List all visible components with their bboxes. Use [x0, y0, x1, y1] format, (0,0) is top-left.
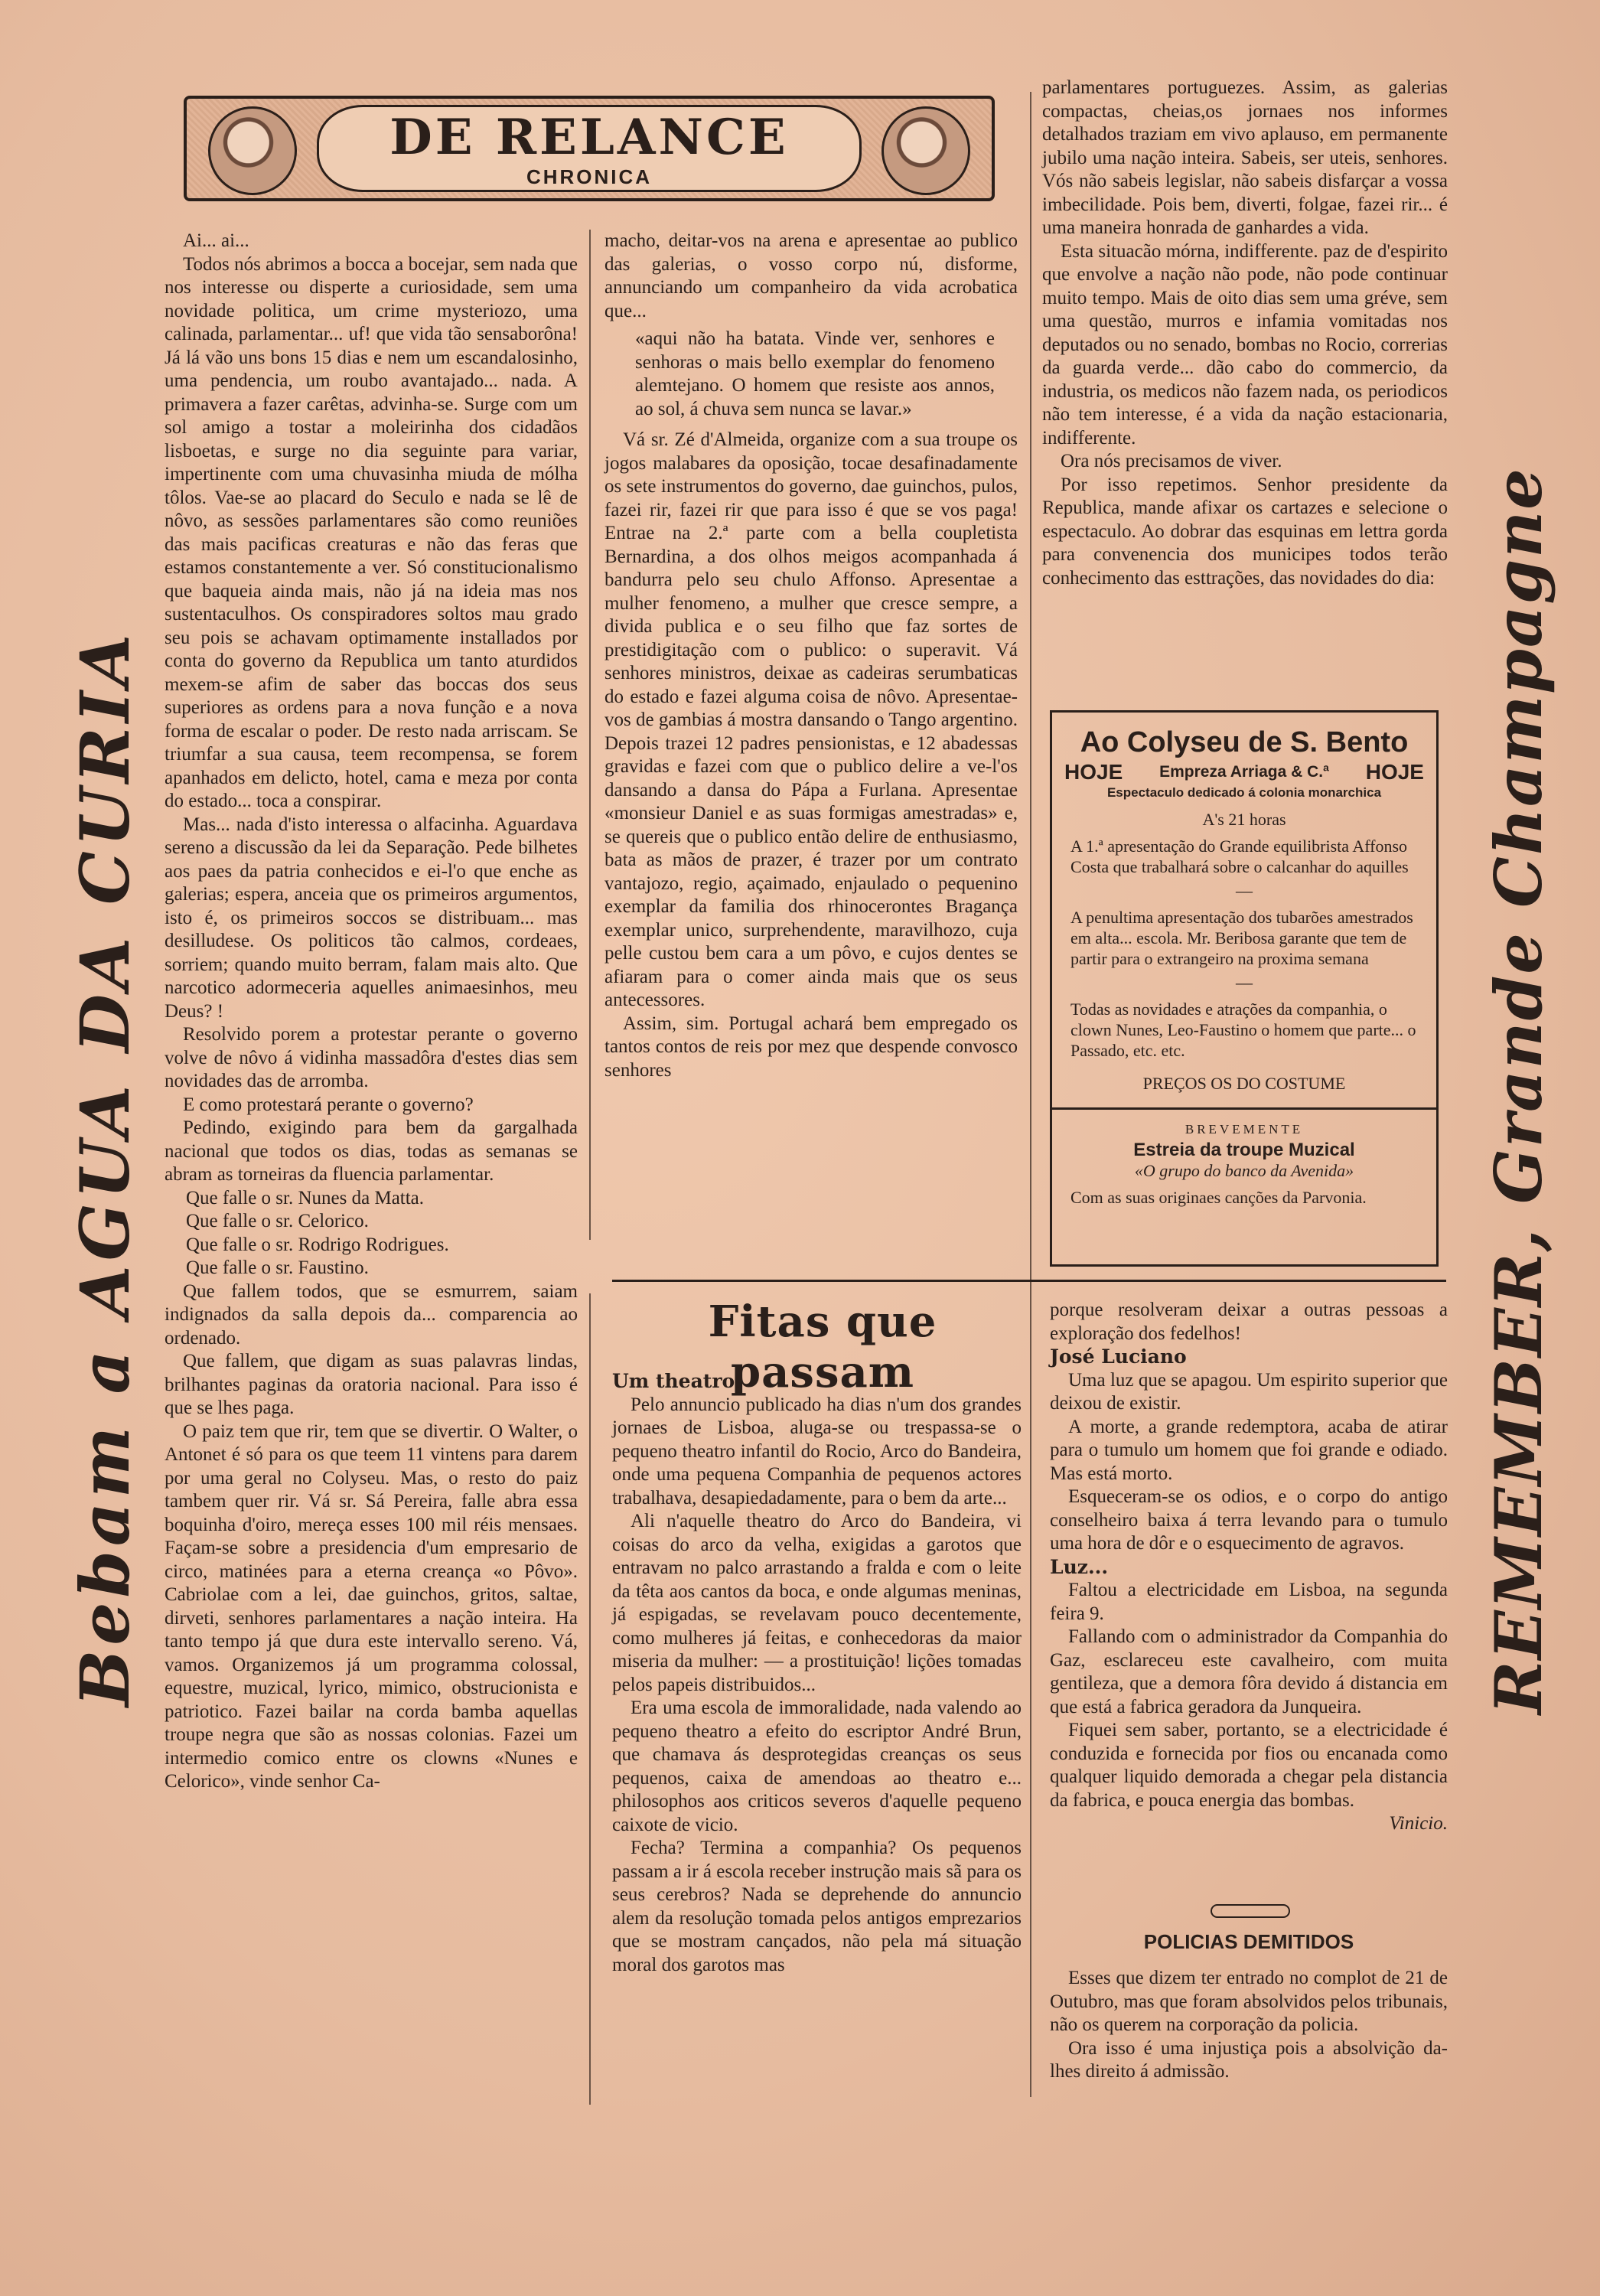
- paragraph: Mas... nada d'isto interessa o alfacinha. Aguardava sereno a discussão da lei da Separação. Pede bilhetes aos paes da patria conhecidos e ei-l'o que enche as galerias; espera, anceia que os primeiros argumentos, isto é, os primeiros soccos se distribuam... mas desilludese. Os politicos tão calmos, cordeaes, sorriem; quando muito berram, falam mais alto. Que narcotico adormeceria aquelles animaesinhos, meu Deus? !: [165, 814, 578, 1022]
- note-heading-jose-luciano: José Luciano: [1050, 1345, 1187, 1368]
- paragraph: Esses que dizem ter entrado no complot de 21 de Outubro, mas que foram absolvidos pelos tribunais, não os querem na corporação da policia.: [1050, 1968, 1448, 2035]
- paragraph: porque resolveram deixar a outras pessoas a exploração dos fedelhos!: [1050, 1300, 1448, 1344]
- paragraph: Que fallem, que digam as suas palavras lindas, brilhantes paginas da oratoria nacional. Para isso é que se lhes paga.: [165, 1351, 578, 1418]
- paragraph: Pedindo, exigindo para bem da gargalhada nacional que todos os dias, todas as semanas se abram as torneiras da fluencia parlamentar.: [165, 1117, 578, 1185]
- paragraph: macho, deitar-vos na arena e apresentae ao publico das galerias, o vosso corpo nú, disforme, annunciando um companheiro da vida acrobatica que...: [604, 230, 1018, 321]
- paragraph: Que fallem todos, que se esmurrem, saiam indignados da salla depois da... comparencia ao ordenado.: [165, 1280, 578, 1349]
- paragraph: Ora isso é uma injustiça pois a absolvição da-lhes direito á admissão.: [1050, 2037, 1448, 2082]
- ad-item-3: Todas as novidades e atrações da companhia, o clown Nunes, Leo-Faustino o homem que parte... o Passado, etc. etc.: [1070, 1000, 1416, 1060]
- column-rule-1: [589, 230, 591, 1240]
- ad-dash: —: [1236, 973, 1253, 992]
- ad-brevemente: BREVEMENTE: [1185, 1122, 1304, 1137]
- paragraph: Fallando com o administrador da Companhia do Gaz, esclareceu este cavalheiro, com muita gentileza, que a demora fôra devido á distancia em que está a fabrica geradora da Junqueira.: [1050, 1626, 1448, 1717]
- paragraph: E como protestará perante o governo?: [183, 1094, 474, 1115]
- portrait-right-icon: [881, 106, 970, 195]
- ad-hoje-left: HOJE: [1064, 760, 1123, 784]
- column-rule-2: [589, 1293, 591, 2105]
- paragraph: Vá sr. Zé d'Almeida, organize com a sua troupe os jogos malabares da oposição, tocae desafinadamente os sete instrumentos do governo, dae guinchos, pulos, fazei rir, fazei rir que para isso é que se vos paga! Entrae na 2.ª parte com a bella coupletista Bernardina, a dos olhos meigos acompanhada á bandurra pelo seu chulo Affonso. Apresentae a mulher fenomeno, a mulher que cresce sempre, a divida publica e o seu filho que faz sortes de prestidigitação com o publico: o superavit. Vá senhores ministros, deixae as cadeiras serumbaticas do estado e fazei alguma coisa de nôvo. Apresentae-vos de gambias á mostra dansando o Tango argentino. Depois trazei 12 padres pensionistas, e 12 abadessas gravidas e fazei com que o publico delire a ve-l'os dansando a dansa do Pápa a Furlana. Apresentae «monsieur Daniel e as suas formigas amestradas» e, se quereis que o publico então delire de enthusiasmo, bata as mãos de prazer, é trazer por um contrato vantajozo, regio, açaimado, enjaulado o pequenino exemplar da familia dos rhinocerontes Bragança exemplar unico, surprehendente, maravilhozo, cuja pelle custou bem cara a um pôvo, e cujos dentes se afiaram para o comer ainda mais que os seus antecessores.: [604, 429, 1018, 1010]
- ad-header-row: [1052, 762, 1436, 782]
- banner-title: DE RELANCE: [389, 109, 789, 166]
- paragraph: Por isso repetimos. Senhor presidente da Republica, mande afixar os cartazes e selecione o espectaculo. Ao dobrar das esquinas em lettra gorda para convenencia dos municipes todos terão conhecimento das esttrações, das novidades do dia:: [1042, 474, 1448, 589]
- quotation: «aqui não ha batata. Vinde ver, senhores e senhoras o mais bello exemplar do fenomeno alemtejano. O homem que resiste aos annos, ao sol, á chuva sem nunca se lavar.»: [635, 328, 995, 419]
- paragraph: Esqueceram-se os odios, e o corpo do antigo conselheiro baixa á terra levando para o tumulo uma hora de dôr e o esquecimento de agravos.: [1050, 1486, 1448, 1554]
- paragraph: Fiquei sem saber, portanto, se a electricidade é conduzida e fornecida por fios ou encanada como qualquer liquido demorada a chegar pela distancia da fabrica, e pouca energia das bombas.: [1050, 1720, 1448, 1811]
- paragraph: Assim, sim. Portugal achará bem empregado os tantos contos de reis por mez que despende convosco senhores: [604, 1013, 1018, 1081]
- chronica-column-3: [1042, 77, 1448, 590]
- ad-item-1: A 1.ª apresentação do Grande equilibrista Affonso Costa que trabalhará sobre o calcanhar do aquilles: [1070, 837, 1409, 876]
- speaker-list: Que falle o sr. Nunes da Matta. Que falle o sr. Celorico. Que falle o sr. Rodrigo Rodrigues. Que falle o sr. Faustino.: [186, 1187, 449, 1278]
- fitas-subheading: Um theatro: [612, 1370, 735, 1392]
- paragraph: Ai... ai...: [183, 230, 249, 251]
- column-rule-3: [1030, 92, 1031, 2097]
- chronica-banner: [184, 96, 995, 201]
- paragraph: Resolvido porem a protestar perante o governo volve de nôvo á vidinha massadôra d'estes dias sem novidades das de arromba.: [165, 1024, 578, 1091]
- ad-title: Ao Colyseu de S. Bento: [1080, 726, 1409, 758]
- paragraph: Ali n'aquelle theatro do Arco do Bandeira, vi coisas do arco da velha, exigidas a garotos que entravam no palco arrastando a fralda e com o leite da têta aos cantos da boca, e onde algumas meninas, já espigadas, se revelavam pouco decentemente, como mulheres já feitas, e conhecedoras da maior miseria da mulher: — a prostituição! lições tomadas pelos papeis distribuidos...: [612, 1511, 1022, 1695]
- policias-heading: POLICIAS DEMITIDOS: [1143, 1930, 1354, 1953]
- ad-empresa: Empreza Arriaga & C.ª: [1159, 763, 1329, 781]
- notes-column: [1050, 1299, 1448, 1836]
- section-divider: [612, 1280, 1446, 1282]
- ad-cancoes: Com as suas originaes canções da Parvonia.: [1070, 1188, 1367, 1207]
- ad-item-2: A penultima apresentação dos tubarões amestrados em alta... escola. Mr. Beribosa garante que tem de partir para o extrangeiro na proxima semana: [1070, 908, 1413, 968]
- note-heading-luz: Luz...: [1050, 1555, 1109, 1578]
- colyseu-ad-box: [1050, 710, 1439, 1267]
- policias-column: [1050, 1967, 1448, 2084]
- ad-dash: —: [1236, 881, 1253, 900]
- ad-precos: PREÇOS OS DO COSTUME: [1142, 1074, 1346, 1093]
- paragraph: Todos nós abrimos a bocca a bocejar, sem nada que nos interesse ou disperte a curiosidade, sem uma novidade politica, um crime mysteriozo, uma calinada, parlamentar... uf! que vida tão sensaborôna! Já lá vão uns bons 15 dias e nem um escandalosinho, uma pendencia, um roubo avantajado... nada. A primavera a fazer carêtas, advinha-se. Surge com um sol amigo a tostar a moleirinha dos cidadãos lisboetas, e surge no dia seguinte para variar, impertinente com uma chuvasinha miuda de mólha tôlos. Vae-se ao placard do Seculo e nada se lê de nôvo, as sessões parlamentares são como reuniões das mais pacificas creaturas e não das feras que estamos constantemente a ver. Só constitucionalismo que baqueia ainda mais, não já na ideia mas nos sustentaculhos. Os conspiradores soltos mau grado seu pois se achavam optimamente installados por conta do governo da Republica um tanto aturdidos mexem-se afim de saber das boccas dos seus superiores as ordens para a nova função e a nova forma de escalar o poder. De resto nada arriscam. Se triumfar a sua causa, teem recompensa, se forem apanhados em delicto, hotel, cama e meza por conta do estado... toca a conspirar.: [165, 253, 578, 811]
- paragraph: Faltou a electricidade em Lisboa, na segunda feira 9.: [1050, 1580, 1448, 1624]
- signature: Vinicio.: [1389, 1813, 1448, 1834]
- chronica-column-2: [604, 230, 1018, 1082]
- ad-dedicado: Espectaculo dedicado á colonia monarchica: [1106, 785, 1382, 800]
- ad-hora: A's 21 horas: [1202, 810, 1286, 829]
- ad-divider: [1052, 1107, 1436, 1110]
- paragraph: Fecha? Termina a companhia? Os pequenos passam a ir á escola receber instrução mais sã para os seus cerebros? Nada se deprehende do annuncio alem da resolução tomada pelos antigos emprezarios que se mostram cançados, não pela má situação moral dos garotos mas: [612, 1838, 1022, 1975]
- paragraph: parlamentares portuguezes. Assim, as galerias compactas, cheias,os jornaes nos informes detalhados traziam em vivo aplauso, em permanente jubilo uma nação inteira. Sabeis, ser uteis, senhores. Vós não sabeis legislar, não sabeis disfarçar a vossa imbecilidade. Pois bem, diverti, folgae, fazei rir... é uma maneira honrada de ganhardes a vida.: [1042, 77, 1448, 238]
- paragraph: Ora nós precisamos de viver.: [1061, 451, 1282, 471]
- paragraph: A morte, a grande redemptora, acaba de atirar para o tumulo um homem que foi grande e odiado. Mas está morto.: [1050, 1416, 1448, 1484]
- fitas-heading: Fitas que passam: [708, 1296, 937, 1397]
- side-ad-left: Bebam a AGUA DA CURIA: [65, 629, 145, 1707]
- paragraph: Esta situacão mórna, indifferente. paz de d'espirito que envolve a nação não pode, não pode continuar muito tempo. Mais de oito dias sem uma gréve, sem uma questão, murros e infamia vomitadas nos deputados ou no senado, bombas no Rocio, correrias da guarda verde... dão cabo do commercio, da industria, os medicos não fazem nada, os periodicos não tem interesse, é a vida da nação estacionaria, indifferente.: [1042, 240, 1448, 448]
- ad-grupo: «O grupo do banco da Avenida»: [1134, 1161, 1354, 1180]
- portrait-left-icon: [208, 106, 297, 195]
- chronica-column-1: [165, 230, 578, 1794]
- side-ad-right: REMEMBER, Grande Champagne: [1481, 467, 1556, 1714]
- ad-hoje-right: HOJE: [1365, 760, 1424, 784]
- ornament-icon: [1211, 1904, 1290, 1918]
- paragraph: Era uma escola de immoralidade, nada valendo ao pequeno theatro a efeito do escriptor André Brun, que chamava ás desprotegidas creanças os seus pequenos, caixa de amendoas ao theatro e... philosophos aos criticos severos d'aquelle pequeno caixote de vicio.: [612, 1698, 1022, 1835]
- paragraph: Pelo annuncio publicado ha dias n'um dos grandes jornaes de Lisboa, aluga-se ou trespassa-se o pequeno theatro infantil do Rocio, Arco do Bandeira, onde uma pequena Companhia de pequenos actores trabalhava, desapiedadamente, para o bem da arte...: [612, 1394, 1022, 1508]
- paragraph: Uma luz que se apagou. Um espirito superior que deixou de existir.: [1050, 1369, 1448, 1414]
- banner-plate: [317, 105, 862, 192]
- fitas-column: [612, 1370, 1022, 1977]
- ad-estreia: Estreia da troupe Muzical: [1133, 1140, 1355, 1160]
- banner-subtitle: CHRONICA: [526, 165, 653, 188]
- paragraph: O paiz tem que rir, tem que se divertir. O Walter, o Antonet é só para os que teem 11 vintens para darem por uma geral no Colyseu. Mas, o resto do paiz tambem quer rir. Vá sr. Sá Pereira, falle abra essa boquinha d'oiro, mereça esses 100 mil réis mensaes. Façam-se sobre a presidencia d'um empresario de circo, matinées para a eterna creança «o Pôvo». Cabriolae com a lei, dae guinchos, gritos, saltae, dirveti, senhores parlamentares a nação inteira. Ha tanto tempo já que dura este intervallo sereno. Vá, vamos. Organizemos já um programma colossal, equestre, muzical, lyrico, mimico, obstrucionista e patriotico. Fazei bailar na corda bamba aquellas troupe negra que são as nossas colonias. Fazei um intermedio comico entre os clowns «Nunes e Celorico», vinde senhor Ca-: [165, 1420, 578, 1792]
